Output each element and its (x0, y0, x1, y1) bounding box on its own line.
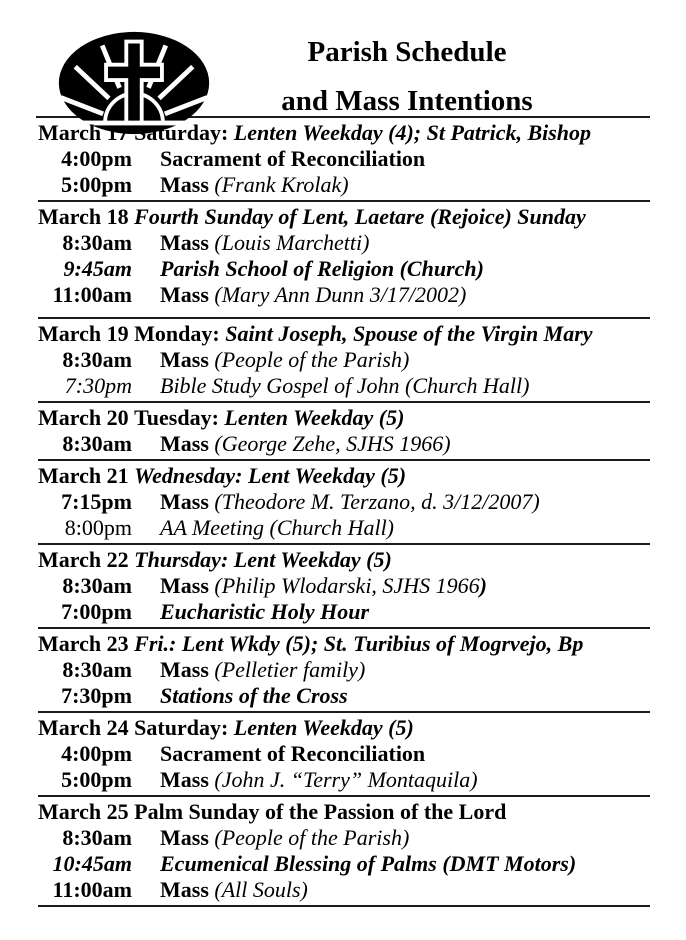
event-description (160, 657, 365, 683)
day-title-segment: Lenten Weekday (4); St Patrick, Bishop (233, 120, 592, 145)
day-section (38, 547, 650, 629)
day-section (38, 631, 650, 713)
page-title: Parish Schedule (307, 36, 507, 68)
day-section (38, 405, 650, 461)
event-time: 8:30am (62, 347, 132, 372)
schedule-list (0, 118, 686, 907)
event-text-segment: (George Zehe, SJHS 1966) (214, 431, 451, 456)
event-text-segment: ) (479, 573, 487, 598)
event-time: 8:00pm (64, 515, 132, 540)
day-title-segment: Saturday: (134, 715, 234, 740)
event-text-segment: (Philip Wlodarski, SJHS 1966 (214, 573, 480, 598)
date-label: March 22 (38, 547, 129, 572)
event-time: 11:00am (52, 282, 132, 307)
event-time: 8:30am (62, 573, 132, 598)
event-description (160, 515, 394, 541)
event-time: 8:30am (62, 657, 132, 682)
section-divider (38, 459, 650, 461)
day-section (38, 463, 650, 545)
event-time: 8:30am (62, 431, 132, 456)
date-label: March 24 (38, 715, 129, 740)
event-row (38, 347, 650, 373)
day-title-segment: Lenten Weekday (5) (233, 715, 414, 740)
day-title-segment: Lenten Weekday (5) (224, 405, 405, 430)
day-section (38, 799, 650, 907)
date-label: March 23 (38, 631, 129, 656)
date-label: March 21 (38, 463, 129, 488)
event-row (38, 851, 650, 877)
day-heading (38, 321, 650, 347)
event-description (160, 489, 540, 515)
day-title-segment: Saturday: (134, 120, 234, 145)
event-text-segment: Mass (160, 282, 215, 307)
event-text-segment: (Louis Marchetti) (214, 230, 370, 255)
event-text-segment: Ecumenical Blessing of Palms (DMT Motors) (160, 851, 577, 876)
section-divider (38, 627, 650, 629)
section-divider (38, 200, 650, 202)
event-time: 7:30pm (61, 683, 132, 708)
event-description (160, 347, 409, 373)
event-row (38, 877, 650, 903)
event-description (160, 877, 308, 903)
event-text-segment: Bible Study Gospel of John (Church Hall) (160, 373, 530, 398)
event-row (38, 599, 650, 625)
event-row (38, 741, 650, 767)
event-time: 7:00pm (61, 599, 132, 624)
event-text-segment: Mass (160, 347, 215, 372)
day-heading (38, 799, 650, 825)
event-text-segment: Mass (160, 489, 215, 514)
page-subtitle: and Mass Intentions (281, 85, 533, 117)
section-divider (38, 795, 650, 797)
event-text-segment: (Frank Krolak) (214, 172, 349, 197)
event-row (38, 172, 650, 198)
event-time: 8:30am (62, 230, 132, 255)
event-description (160, 431, 451, 457)
section-divider (38, 711, 650, 713)
day-heading (38, 204, 650, 230)
event-description (160, 373, 529, 399)
day-title-segment: Tuesday: (134, 405, 225, 430)
title-block (224, 30, 590, 118)
event-text-segment: (Pelletier family) (214, 657, 366, 682)
event-time: 8:30am (62, 825, 132, 850)
event-text-segment: (Theodore M. Terzano, d. 3/12/2007) (214, 489, 540, 514)
event-text-segment: (People of the Parish) (214, 347, 410, 372)
event-text-segment: (Mary Ann Dunn 3/17/2002) (214, 282, 467, 307)
day-section (38, 204, 650, 319)
event-text-segment: Sacrament of Reconciliation (160, 741, 426, 766)
section-divider (38, 905, 650, 907)
event-text-segment: Sacrament of Reconciliation (160, 146, 426, 171)
event-time: 9:45am (63, 256, 132, 281)
section-divider (38, 543, 650, 545)
event-description (160, 230, 369, 256)
event-row (38, 573, 650, 599)
day-heading (38, 463, 650, 489)
event-text-segment: Mass (160, 767, 215, 792)
event-row (38, 282, 650, 308)
day-heading (38, 631, 650, 657)
event-description (160, 741, 425, 767)
date-label: March 20 (38, 405, 129, 430)
event-description (160, 599, 369, 625)
event-time: 4:00pm (61, 146, 132, 171)
page-header (0, 0, 686, 116)
event-text-segment: (John J. “Terry” Montaquila) (214, 767, 478, 792)
event-text-segment: Mass (160, 573, 215, 598)
day-heading (38, 120, 650, 146)
event-description (160, 683, 348, 709)
event-description (160, 256, 484, 282)
event-row (38, 431, 650, 457)
event-time: 11:00am (52, 877, 132, 902)
event-text-segment: Eucharistic Holy Hour (160, 599, 370, 624)
event-row (38, 657, 650, 683)
event-description (160, 146, 425, 172)
day-title-segment: Thursday: Lent Weekday (5) (134, 547, 392, 572)
event-row (38, 683, 650, 709)
event-row (38, 767, 650, 793)
event-row (38, 825, 650, 851)
event-text-segment: (People of the Parish) (214, 825, 410, 850)
date-label: March 17 (38, 120, 129, 145)
event-description (160, 825, 409, 851)
day-section (38, 120, 650, 202)
day-title-segment: Fourth Sunday of Lent, Laetare (Rejoice) Sunday (134, 204, 586, 229)
event-time: 5:00pm (61, 172, 132, 197)
event-row (38, 515, 650, 541)
event-text-segment: Mass (160, 230, 215, 255)
event-description (160, 767, 478, 793)
event-time: 5:00pm (61, 767, 132, 792)
day-title-segment: Saint Joseph, Spouse of the Virgin Mary (225, 321, 593, 346)
date-label: March 25 (38, 799, 129, 824)
day-title-segment: Palm Sunday of the Passion of the Lord (134, 799, 507, 824)
event-description (160, 282, 466, 308)
event-text-segment: AA Meeting (Church Hall) (160, 515, 395, 540)
day-title-segment: Fri.: Lent Wkdy (5); St. Turibius of Mogrvejo, Bp (134, 631, 584, 656)
section-divider (38, 317, 650, 319)
event-text-segment: Mass (160, 825, 215, 850)
day-title-segment: Monday: (134, 321, 226, 346)
event-text-segment: Mass (160, 877, 215, 902)
date-label: March 19 (38, 321, 129, 346)
event-row (38, 146, 650, 172)
event-time: 7:15pm (61, 489, 132, 514)
event-row (38, 256, 650, 282)
event-time: 10:45am (52, 851, 132, 876)
section-divider (38, 401, 650, 403)
event-description (160, 851, 576, 877)
event-row (38, 373, 650, 399)
day-heading (38, 547, 650, 573)
event-row (38, 230, 650, 256)
event-text-segment: Mass (160, 431, 215, 456)
day-heading (38, 405, 650, 431)
event-text-segment: Mass (160, 657, 215, 682)
event-text-segment: (All Souls) (214, 877, 308, 902)
day-title-segment: Wednesday: Lent Weekday (5) (134, 463, 407, 488)
date-label: March 18 (38, 204, 129, 229)
event-description (160, 172, 349, 198)
event-time: 4:00pm (61, 741, 132, 766)
event-text-segment: Stations of the Cross (160, 683, 348, 708)
event-description (160, 573, 487, 599)
event-row (38, 489, 650, 515)
event-text-segment: Parish School of Religion (Church) (160, 256, 484, 281)
day-section (38, 715, 650, 797)
day-heading (38, 715, 650, 741)
day-section (38, 321, 650, 403)
event-time: 7:30pm (64, 373, 132, 398)
event-text-segment: Mass (160, 172, 215, 197)
